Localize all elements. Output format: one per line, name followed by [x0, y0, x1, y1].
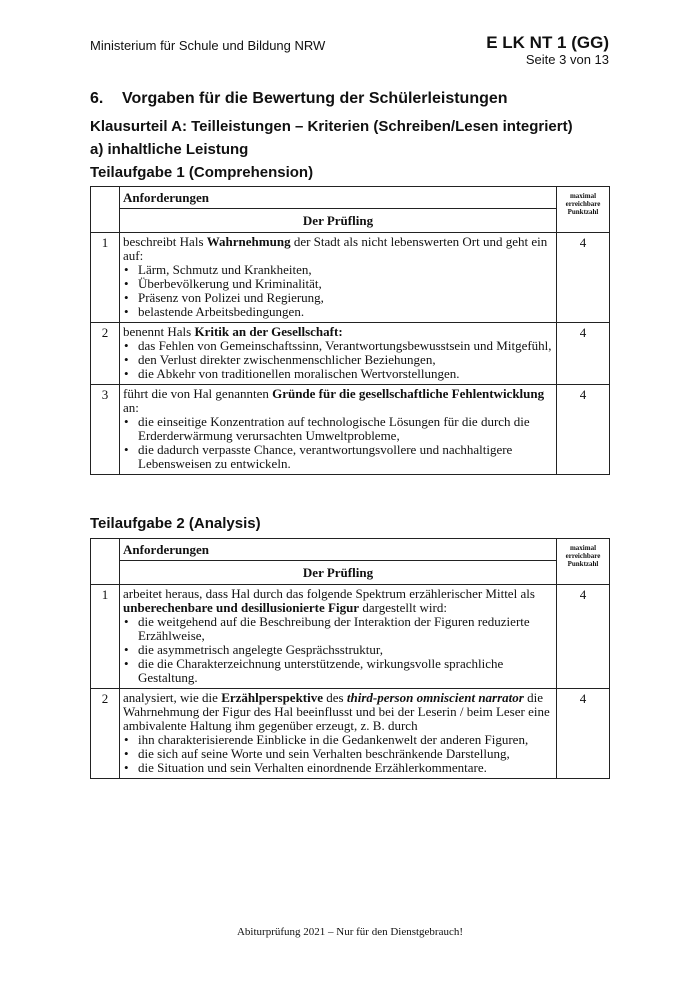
criterion-text	[120, 385, 557, 475]
table-header-row	[91, 187, 610, 209]
points-value: 4	[557, 689, 610, 779]
criterion-bullets	[123, 733, 553, 775]
list-item: • Lärm, Schmutz und Krankheiten,	[123, 263, 553, 277]
criterion-text	[120, 233, 557, 323]
row-number: 3	[91, 385, 120, 475]
points-value: 4	[557, 233, 610, 323]
list-item: • die Situation und sein Verhalten einordnende Erzählerkommentare.	[123, 761, 553, 775]
list-item: • die weitgehend auf die Beschreibung der Interaktion der Figuren reduzierte Erzählweise,	[123, 615, 553, 643]
table-header-row	[91, 539, 610, 561]
points-value: 4	[557, 323, 610, 385]
task2-title: Teilaufgabe 2 (Analysis)	[90, 515, 261, 532]
list-item: • die sich auf seine Worte und sein Verhalten beschränkende Darstellung,	[123, 747, 553, 761]
criterion-key: Gründe für die gesellschaftliche Fehlentwicklung	[272, 386, 545, 401]
document-code: E LK NT 1 (GG)	[486, 33, 609, 52]
criterion-mid: des	[323, 690, 347, 705]
list-item: • die die Charakterzeichnung unterstützende, wirkungsvolle sprachliche Gestaltung.	[123, 657, 553, 685]
task2-criteria-table	[90, 538, 610, 779]
list-item: • die asymmetrisch angelegte Gesprächsstruktur,	[123, 643, 553, 657]
table-row	[91, 323, 610, 385]
list-item: • die einseitige Konzentration auf technologische Lösungen für die durch die Erderderwärmung verursachten Umweltprobleme,	[123, 415, 553, 443]
list-item: • das Fehlen von Gemeinschaftssinn, Verantwortungsbewusstsein und Mitgefühl,	[123, 339, 553, 353]
criterion-lead: arbeitet heraus, dass Hal durch das folgende Spektrum erzählerischer Mittel als	[123, 586, 535, 601]
ministry-name: Ministerium für Schule und Bildung NRW	[90, 38, 326, 53]
requirements-header: Anforderungen	[120, 187, 557, 209]
table-row	[91, 233, 610, 323]
criterion-bullets	[123, 263, 553, 319]
max-points-label: maximal	[569, 192, 597, 200]
row-number: 1	[91, 585, 120, 689]
list-item: • den Verlust direkter zwischenmenschlicher Beziehungen,	[123, 353, 553, 367]
criterion-tail: der Stadt als nicht lebenswerten Ort und geht ein auf:	[123, 234, 548, 263]
criterion-key: unberechenbare und desillusionierte Figur	[123, 600, 360, 615]
document-header	[486, 33, 609, 67]
criterion-tail: an:	[123, 400, 139, 415]
row-number: 2	[91, 323, 120, 385]
criterion-bullets	[123, 615, 553, 685]
max-points-label: erreichbare	[565, 552, 601, 560]
criterion-lead: analysiert, wie die	[123, 690, 222, 705]
table-row	[91, 689, 610, 779]
max-points-label: maximal	[569, 544, 597, 552]
part-heading: Klausurteil A: Teilleistungen – Kriterien (Schreiben/Lesen integriert)	[90, 118, 573, 135]
row-number: 2	[91, 689, 120, 779]
row-number: 1	[91, 233, 120, 323]
max-points-header	[557, 187, 610, 233]
examinee-header: Der Prüfling	[120, 209, 557, 233]
list-item: • die Abkehr von traditionellen moralischen Wertvorstellungen.	[123, 367, 553, 381]
criterion-tail: die Wahrnehmung der Figur des Hal beeinflusst und bei der Leserin / beim Leser eine ambivalente Haltung ihm gegenüber erzeugt, z. B. durch	[123, 690, 550, 733]
max-points-header	[557, 539, 610, 585]
criterion-tail: dargestellt wird:	[359, 600, 447, 615]
examinee-header: Der Prüfling	[120, 561, 557, 585]
list-item: • Präsenz von Polizei und Regierung,	[123, 291, 553, 305]
narrator-term: third-person omniscient narrator	[346, 690, 524, 705]
criterion-lead: führt die von Hal genannten	[123, 386, 273, 401]
points-value: 4	[557, 585, 610, 689]
number-header-cell	[91, 539, 120, 585]
requirements-header: Anforderungen	[120, 539, 557, 561]
section-title: Vorgaben für die Bewertung der Schülerleistungen	[122, 90, 508, 107]
task1-criteria-table	[90, 186, 610, 475]
criterion-key: Kritik an der Gesellschaft:	[194, 324, 343, 339]
criterion-text	[120, 689, 557, 779]
criterion-key: Wahrnehmung	[206, 234, 291, 249]
max-points-label: erreichbare	[565, 200, 601, 208]
criterion-bullets	[123, 339, 553, 381]
section-heading	[90, 90, 508, 108]
max-points-label: Punktzahl	[567, 208, 599, 216]
task1-title: Teilaufgabe 1 (Comprehension)	[90, 164, 314, 181]
page-number: Seite 3 von 13	[525, 52, 609, 67]
criterion-bullets	[123, 415, 553, 471]
criterion-key: Erzählperspektive	[221, 690, 324, 705]
criterion-text	[120, 323, 557, 385]
criterion-lead: benennt Hals	[123, 324, 195, 339]
table-row	[91, 385, 610, 475]
list-item: • die dadurch verpasste Chance, verantwortungsvollere und nachhaltigere Lebensweisen zu entwickeln.	[123, 443, 553, 471]
table-subheader-row	[91, 209, 610, 233]
table-subheader-row	[91, 561, 610, 585]
table-row	[91, 585, 610, 689]
list-item: • ihn charakterisierende Einblicke in die Gedankenwelt der anderen Figuren,	[123, 733, 553, 747]
sub-heading: a) inhaltliche Leistung	[90, 141, 249, 158]
list-item: • belastende Arbeitsbedingungen.	[123, 305, 553, 319]
max-points-label: Punktzahl	[567, 560, 599, 568]
points-value: 4	[557, 385, 610, 475]
list-item: • Überbevölkerung und Kriminalität,	[123, 277, 553, 291]
criterion-lead: beschreibt Hals	[123, 234, 207, 249]
section-number: 6.	[90, 90, 104, 107]
number-header-cell	[91, 187, 120, 233]
page-footer: Abiturprüfung 2021 – Nur für den Dienstgebrauch!	[236, 926, 464, 938]
criterion-text	[120, 585, 557, 689]
